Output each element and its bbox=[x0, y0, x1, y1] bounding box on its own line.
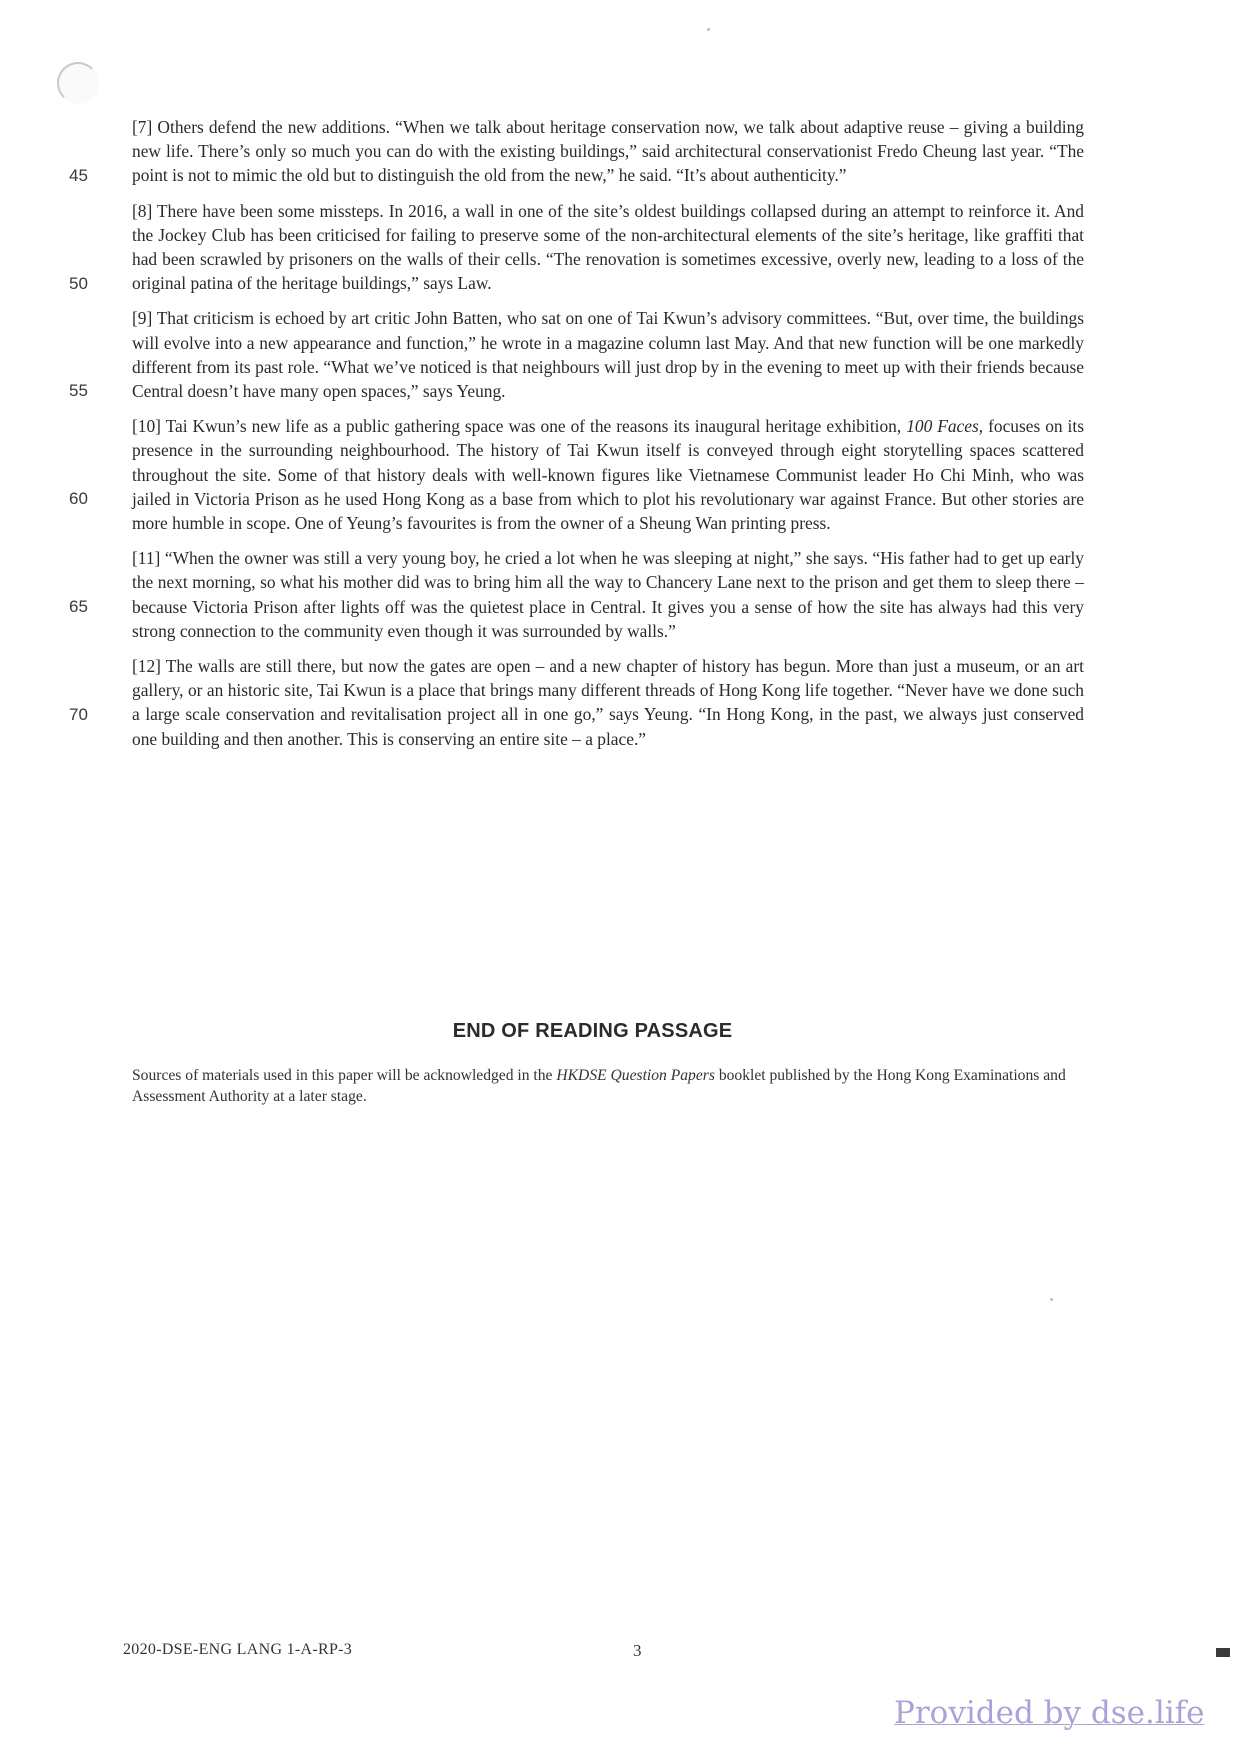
page-number: 3 bbox=[633, 1641, 642, 1660]
sources-text-start: Sources of materials used in this paper will be acknowledged in the bbox=[132, 1067, 557, 1084]
end-of-passage-heading: END OF READING PASSAGE bbox=[452, 1020, 733, 1042]
booklet-title: HKDSE Question Papers bbox=[556, 1067, 715, 1084]
line-number: 50 bbox=[69, 273, 88, 293]
margin-mark bbox=[1216, 1648, 1230, 1657]
paragraph-text-start: [10] Tai Kwun’s new life as a public gathering space was one of the reasons its inaugural heritage exhibition, bbox=[132, 416, 907, 437]
paragraph-9 bbox=[69, 306, 1084, 403]
paragraph-7 bbox=[69, 115, 1084, 188]
line-number: 60 bbox=[69, 489, 88, 509]
paragraph-text-end: , focuses on its presence in the surrounding neighbourhood. The history of Tai Kwun itself is conveyed through eight storytelling spaces scattered throughout the site. Some of that history deals with well-known figures like Vietnamese Communist leader Ho Chi Minh, who was jailed in Victoria Prison as he used Hong Kong as a base from which to plot his revolutionary war against France. But other stories are more humble in scope. One of Yeung’s favourites is from the owner of a Sheung Wan printing press. bbox=[132, 416, 1084, 534]
paragraph-10 bbox=[69, 414, 1084, 535]
paragraph-text: [8] There have been some missteps. In 2016, a wall in one of the site’s oldest buildings collapsed during an attempt to reinforce it. And the Jockey Club has been criticised for failing to preserve some of the non-architectural elements of the site’s heritage, like graffiti that had been scrawled by prisoners on the walls of their cells. “The renovation is sometimes excessive, overly new, leading to a loss of the original patina of the heritage buildings,” says Law. bbox=[132, 200, 1084, 294]
sources-note bbox=[132, 1065, 1107, 1107]
paragraph-11 bbox=[69, 546, 1084, 643]
paragraph-text: [9] That criticism is echoed by art critic John Batten, who sat on one of Tai Kwun’s advisory committees. “But, over time, the buildings will evolve into a new appearance and function,” he wrote in a magazine column last May. And that new function will be one markedly different from its past role. “What we’ve noticed is that neighbours will just drop by in the evening to meet up with their friends because Central doesn’t have many open spaces,” says Yeung. bbox=[132, 308, 1084, 402]
line-number: 70 bbox=[69, 705, 88, 725]
paragraph-8 bbox=[69, 199, 1084, 296]
paragraph-text: [7] Others defend the new additions. “When we talk about heritage conservation now, we talk about adaptive reuse – giving a building new life. There’s only so much you can do with the existing buildings,” said architectural conservationist Fredo Cheung last year. “The point is not to mimic the old but to distinguish the old from the new,” he said. “It’s about authenticity.” bbox=[132, 117, 1084, 186]
sources-text-end: booklet published by the Hong Kong Examinations and Assessment Authority at a later stage. bbox=[132, 1067, 1066, 1105]
scan-speck bbox=[1050, 1298, 1053, 1301]
line-number: 65 bbox=[69, 597, 88, 617]
watermark-link[interactable]: Provided by dse.life bbox=[894, 1695, 1205, 1731]
paragraph-12 bbox=[69, 654, 1084, 751]
punch-hole-mark bbox=[57, 62, 99, 104]
paragraph-text: [12] The walls are still there, but now the gates are open – and a new chapter of history has begun. More than just a museum, or an art gallery, or an historic site, Tai Kwun is a place that brings many different threads of Hong Kong life together. “Never have we done such a large scale conservation and revitalisation project all in one go,” says Yeung. “In Hong Kong, in the past, we always just conserved one building and then another. This is conserving an entire site – a place.” bbox=[132, 656, 1084, 749]
paragraph-text: [11] “When the owner was still a very young boy, he cried a lot when he was sleeping at night,” she says. “His father had to get up early the next morning, so what his mother did was to bring him all the way to Chancery Lane next to the prison and get them to sleep there – because Victoria Prison after lights off was the quietest place in Central. It gives you a sense of how the site has always had this very strong connection to the community even though it was surrounded by walls.” bbox=[132, 548, 1084, 641]
reading-passage bbox=[69, 115, 1084, 762]
paper-code: 2020-DSE-ENG LANG 1-A-RP-3 bbox=[123, 1641, 353, 1658]
scan-speck bbox=[707, 28, 710, 31]
line-number: 45 bbox=[69, 166, 88, 185]
line-number: 55 bbox=[69, 381, 88, 401]
exhibition-title: 100 Faces bbox=[906, 416, 979, 437]
